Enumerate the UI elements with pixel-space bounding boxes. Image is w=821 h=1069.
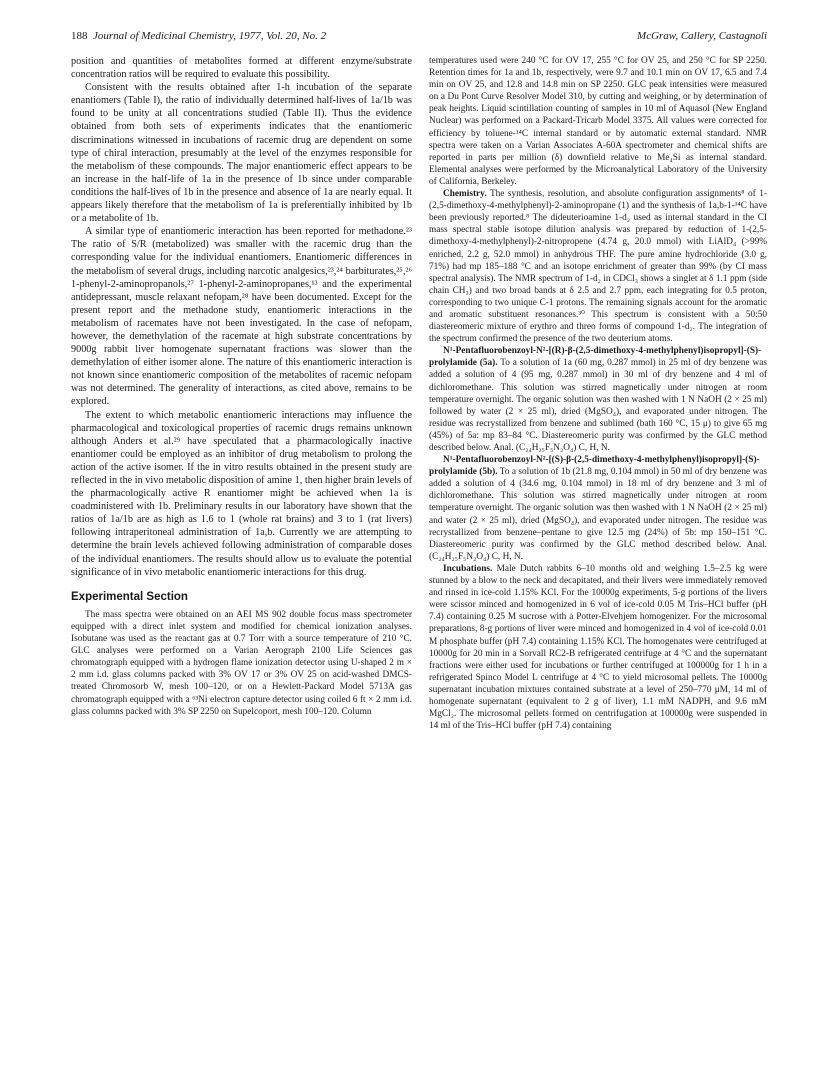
paragraph-compound-5b	[429, 454, 767, 563]
run-in-heading: N¹-Pentafluorobenzoyl-N²-[(S)-β-(2,5-dimethoxy-4-methylphenyl)isopropyl]-(S)-prolylamide (5b).	[429, 455, 760, 478]
paragraph: position and quantities of metabolites formed at different enzyme/substrate concentration ratios will be required to evaluate this possibility.	[71, 56, 412, 81]
paragraph: The mass spectra were obtained on an AEI MS 902 double focus mass spectrometer equipped with a direct inlet system and modified for chemical ionization analyses. Isobutane was used as the reactant gas at 0.7 Torr with a source temperature of 210 °C. GLC analyses were performed on a Varian Aerograph 2100 Life Sciences gas chromatograph equipped with a hydrogen flame ionization detector using U-shaped 2 m × 2 mm i.d. glass columns packed with 3% OV 17 or 3% OV 25 on acid-washed DMCS-treated Chromosorb W, mesh 100–120, or on a Hewlett-Packard Model 5713A gas chromatograph equipped with a ⁶³Ni electron capture detector using coiled 6 ft × 2 mm i.d. glass columns packed with 3% SP 2250 on Supelcoport, mesh 100–120. Column	[71, 609, 412, 717]
paragraph-compound-5a	[429, 345, 767, 454]
paragraph-chemistry	[429, 188, 767, 345]
section-heading: Experimental Section	[71, 590, 188, 603]
paragraph: The extent to which metabolic enantiomeric interactions may influence the pharmacological and toxicological properties of racemic drugs remains unknown although Anders et al.²⁹ have speculated that a pharmacologically inactive enantiomer could be employed as an inhibitor of drug metabolism to prolong the action of the active isomer. If the in vitro results obtained in the present study are reflected in the in vivo metabolic disposition of amine 1, then higher brain levels of the pharmacologically active R enantiomer might be achieved when 1a is coadministered with 1b. Preliminary results in our laboratory have shown that the ratios of 1a/1b are as high as 1.6 to 1 (whole rat brains) and 3 to 1 (rat livers) following intraperitoneal administration of 1a,b. Currently we are attempting to determine the brain levels achieved following administration of comparable doses of the individual enantiomers. The results should allow us to evaluate the potential significance of in vivo metabolic enantiomeric interactions for this drug.	[71, 409, 412, 578]
paragraph-body: To a solution of 1a (60 mg, 0.287 mmol) in 25 ml of dry benzene was added a solution of 4 (95 mg, 0.287 mmol) in 30 ml of dry benzene and 4 ml of dichloromethane. This solution was stirred magnetically under nitrogen at room temperature overnight. The organic solution was then washed with 1 N NaOH (2 × 25 ml) followed by water (2 × 25 ml), dried (MgSO₄), and evaporated under nitrogen. The residue was recrystallized from benzene and sublimed (bath 160 °C, 15 μ) to give 65 mg (45%) of 5a: mp 83–84 °C. Diastereomeric purity was confirmed by the GLC method described below. Anal. (C₂₄H₂₅F₅N₂O₄) C, H, N.	[429, 358, 767, 453]
paragraph: Consistent with the results obtained after 1-h incubation of the separate enantiomers (Table I), the ratio of individually determined half-lives of 1a/1b was found to be unity at all concentrations studied (Table II). Thus the evidence obtained from both sets of experiments indicates that the enantiomeric discriminations witnessed in incubations of racemic drug are dependent on some type of chiral interaction, presumably at the level of the enzymes responsible for the metabolism of these compounds. The major enantiomeric effect appears to be an increase in the half-life of 1a in the presence of 1b since under comparable conditions the half-lives of 1b in the presence and absence of 1a are nearly equal. It appears likely therefore that the metabolism of 1a is preferentially inhibited by 1b or a metabolite of 1b.	[71, 82, 412, 225]
run-in-heading: Chemistry.	[443, 189, 487, 200]
paragraph-body: Male Dutch rabbits 6–10 months old and weighing 1.5–2.5 kg were stunned by a blow to the neck and decapitated, and their livers were immediately removed and rinsed in ice-cold 1.15% KCl. For the 10000g experiments, 5-g portions of the livers were scissor minced and homogenized in 6 vol of ice-cold 0.05 M Tris–HCl buffer (pH 7.4) containing 0.25 M sucrose with a Potter-Elvehjem homogenizer. For the microsomal preparations, 8-g portions of liver were minced and homogenized in 4 vol of ice-cold 0.01 M phosphate buffer (pH 7.4) containing 1.15% KCl. The homogenates were centrifuged at 10000g for 20 min in a Sorvall RC2-B refrigerated centrifuge at 4 °C and the supernatant fractions were either used for incubations or further centrifuged at 100000g for 1 h in a refrigerated Spinco Model L centrifuge at 4 °C to yield microsomal pellets. The 10000g supernatant incubation mixtures contained substrate at a level of 250–770 μM, 14 ml of homogenate supernatant (equivalent to 2 g of liver), 1.1 mM NADPH, and 9.6 mM MgCl₂. The microsomal pellets formed on centrifugation at 100000g were suspended in 14 ml of the Tris–HCl buffer (pH 7.4) containing	[429, 563, 767, 732]
run-in-heading: Incubations.	[443, 563, 493, 574]
journal-citation: Journal of Medicinal Chemistry, 1977, Vol. 20, No. 2	[93, 30, 327, 42]
paragraph: A similar type of enantiomeric interaction has been reported for methadone.²³ The ratio of S/R (metabolized) was smaller with the racemic drug than the corresponding value for the individual enantiomers. Enantiomeric differences in the metabolism of several drugs, including narcotic analgesics,²³,²⁴ barbiturates,²⁵,²⁶ 1-phenyl-2-aminopropanols,²⁷ 1-phenyl-2-aminopropanes,¹³ and the experimental antidepressant, muscle relaxant nefopam,²⁸ have been documented. Except for the present report and the methadone study, enantiomeric interactions in the metabolism of racemates have not been investigated. In the case of nefopam, however, the demethylation of the racemate at high substrate concentrations by 9000g rabbit liver homogenate supernatant fractions was slower than the demethylation of either isomer alone. The nature of this enantiomeric interaction is not known since enantiomeric composition of the metabolites of racemic nefopam was not determined. The generality of interactions, as cited above, remains to be explored.	[71, 226, 412, 408]
paragraph: temperatures used were 240 °C for OV 17, 255 °C for OV 25, and 250 °C for SP 2250. Retention times for 1a and 1b, respectively, were 9.7 and 10.1 min on OV 17, 6.5 and 7.4 min on OV 25, and 12.8 and 14.8 min on SP 2250. GLC peak intensities were measured on a Du Pont Curve Resolver Model 310, by cutting and weighing, or by determination of peak heights. Liquid scintillation counting of samples in 10 ml of Aquasol (New England Nuclear) was performed on a Packard-Tricarb Model 3375. All values were corrected for efficiency by toluene-¹⁴C internal standard or by automatic external standard. NMR spectra were taken on a Varian Associates A-60A spectrometer and chemical shifts are reported in parts per million (δ) downfield relative to Me₄Si as internal standard. Elemental analyses were performed by the Microanalytical Laboratory of the University of California, Berkeley.	[429, 56, 767, 187]
page-number: 188	[71, 30, 88, 42]
paragraph-body: To a solution of 1b (21.8 mg, 0.104 mmol) in 50 ml of dry benzene was added a solution of 4 (34.6 mg, 0.104 mmol) in 18 ml of dry benzene and 3 ml of dichloromethane. This solution was stirred magnetically under nitrogen at room temperature overnight. The organic solution was then washed with 1 N NaOH (2 × 25 ml) and water (2 × 25 ml), dried (MgSO₄), and evaporated under nitrogen. The residue was recrystallized from benzene–pentane to give 12.5 mg (24%) of 5b: mp 150–151 °C. Diastereomeric purity was confirmed by the GLC method described below. Anal. (C₂₄H₂₅F₅N₂O₄) C, H, N.	[429, 467, 767, 562]
paragraph-incubations	[429, 563, 767, 732]
running-header	[71, 30, 767, 48]
right-column	[429, 55, 767, 732]
running-authors: McGraw, Callery, Castagnoli	[637, 30, 767, 42]
left-column	[71, 55, 412, 718]
paragraph-body: The synthesis, resolution, and absolute configuration assignments⁸ of 1-(2,5-dimethoxy-4-methylphenyl)-2-aminopropane (1) and the synthesis of 1a,b-1-¹⁴C have been previously reported.⁸ The dideuterioamine 1-d₂ used as internal standard in the CI mass spectral stable isotope dilution analysis was prepared by reduction of 1-(2,5-dimethoxy-4-methylphenyl)-2-nitropropene (4.74 g, 20.0 mmol) with LiAlD₄ (>99% enriched, 2.2 g, 52.0 mmol) in anhydrous THF. The pure amine hydrochloride (3.0 g, 71%) had mp 185–188 °C and an isotope enrichment of greater than 99% (by CI mass spectral analysis). The NMR spectrum of 1-d₂ in CDCl₃ shows a singlet at δ 1.1 ppm (side chain CH₃) and two broad bands at δ 2.5 and 2.7 ppm, each integrating for 0.5 proton, corresponding to two unique C-1 protons. The remaining signals account for the aromatic and aromatic substituent resonances.³⁰ This spectrum is consistent with a 50:50 diastereomeric mixture of erythro and threo forms of compound 1-d₂. The integration of the spectrum confirmed the presence of the two deuterium atoms.	[429, 189, 767, 345]
run-in-heading: N¹-Pentafluorobenzoyl-N²-[(R)-β-(2,5-dimethoxy-4-methylphenyl)isopropyl]-(S)-prolylamide (5a).	[429, 346, 762, 369]
